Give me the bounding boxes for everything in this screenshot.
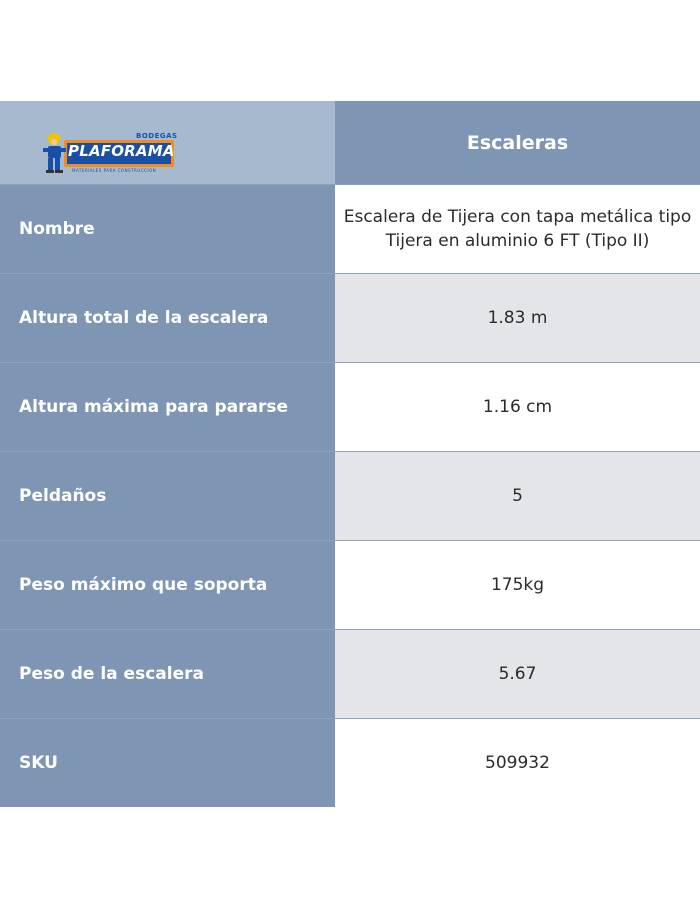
logo-tagline: MATERIALES PARA CONSTRUCCION	[72, 168, 157, 173]
row-label: Peso de la escalera	[0, 630, 335, 718]
table-title: Escaleras	[335, 101, 700, 184]
row-value: 5	[335, 452, 700, 540]
worker-mascot-icon	[40, 131, 70, 175]
row-value: 5.67	[335, 630, 700, 718]
table-row	[0, 540, 700, 629]
row-value: 509932	[335, 719, 700, 807]
row-label: Peldaños	[0, 452, 335, 540]
logo-brand: PLAFORAMA	[68, 142, 175, 160]
row-value: 1.16 cm	[335, 363, 700, 451]
plaforama-logo	[40, 131, 180, 175]
table-row	[0, 184, 700, 273]
table-row	[0, 362, 700, 451]
row-value: 175kg	[335, 541, 700, 629]
row-value: Escalera de Tijera con tapa metálica tipo Tijera en aluminio 6 FT (Tipo II)	[335, 185, 700, 273]
spec-table	[0, 101, 700, 801]
row-label: Altura máxima para pararse	[0, 363, 335, 451]
table-row	[0, 273, 700, 362]
logo-cell	[0, 101, 335, 184]
table-header	[0, 101, 700, 184]
row-label: Nombre	[0, 185, 335, 273]
row-label: Altura total de la escalera	[0, 274, 335, 362]
row-label: Peso máximo que soporta	[0, 541, 335, 629]
table-row	[0, 451, 700, 540]
table-row	[0, 629, 700, 718]
table-row	[0, 718, 700, 807]
row-label: SKU	[0, 719, 335, 807]
logo-top-text: BODEGAS	[136, 132, 178, 140]
row-value: 1.83 m	[335, 274, 700, 362]
